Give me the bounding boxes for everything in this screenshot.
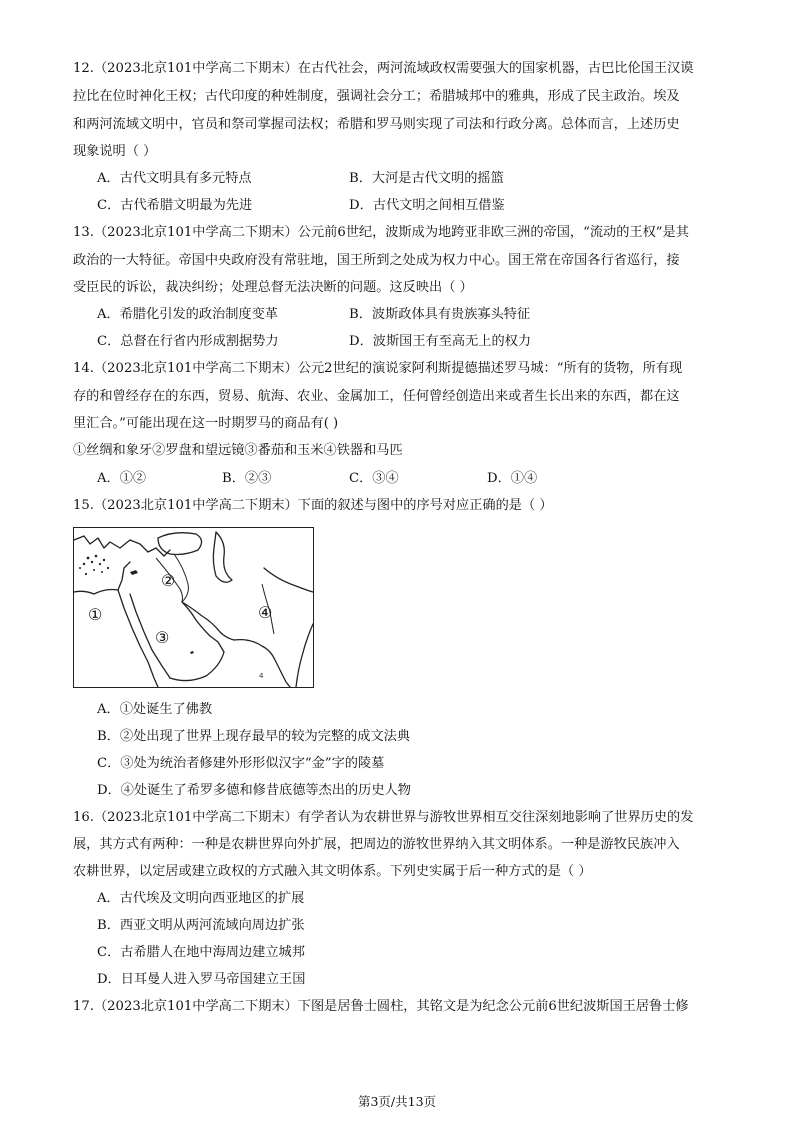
q13-line-3: 受臣民的诉讼，裁决纠纷；处理总督无法决断的问题。这反映出（ ） (73, 280, 473, 295)
q14-statements: ①丝绸和象牙②罗盘和望远镜③番茄和玉米④铁器和马匹 (73, 443, 403, 458)
map-label-4: ④ (258, 603, 273, 622)
q15-option-b: B．②处出现了世界上现存最早的较为完整的成文法典 (97, 729, 411, 744)
q16-line-2: 展，其方式有两种：一种是农耕世界向外扩展，把周边的游牧世界纳入其文明体系。一种是游牧民族冲入 (73, 837, 680, 852)
q16-option-b: B．西亚文明从两河流域向周边扩张 (97, 918, 305, 933)
q12-line-2: 拉比在位时神化王权；古代印度的种姓制度，强调社会分工；希腊城邦中的雅典，形成了民主政治。埃及 (73, 89, 680, 104)
q16-option-d: D．日耳曼人进入罗马帝国建立王国 (97, 972, 306, 987)
q13-line-2: 政治的一大特征。帝国中央政府没有常驻地，国王所到之处成为权力中心。国王常在帝国各行省巡行，接 (73, 253, 680, 268)
q14-option-d: D．①④ (487, 471, 538, 486)
q13-line-1: 13.（2023北京101中学高二下期末）公元前6世纪，波斯成为地跨亚非欧三洲的帝国，“流动的王权”是其 (73, 225, 689, 240)
q12-line-3: 和两河流域文明中，官员和祭司掌握司法权；希腊和罗马则实现了司法和行政分离。总体而言，上述历史 (73, 117, 680, 132)
q13-option-b: B．波斯政体具有贵族寡头特征 (349, 307, 531, 322)
q16-option-a: A．古代埃及文明向西亚地区的扩展 (97, 891, 305, 906)
q14-option-b: B．②③ (222, 471, 272, 486)
q12-option-c: C．古代希腊文明最为先进 (97, 198, 253, 213)
page-footer: 第3页/共13页 (357, 1094, 437, 1109)
map-corner-number: 4 (259, 672, 264, 680)
q16-line-1: 16.（2023北京101中学高二下期末）有学者认为农耕世界与游牧世界相互交往深刻地影响了世界历史的发 (73, 810, 694, 825)
map-label-2: ② (161, 571, 176, 590)
q12-option-b: B．大河是古代文明的摇篮 (349, 171, 504, 186)
q12-line-1: 12.（2023北京101中学高二下期末）在古代社会，两河流域政权需要强大的国家机器，古巴比伦国王汉谟 (73, 61, 694, 76)
q17-line-1: 17.（2023北京101中学高二下期末）下图是居鲁士圆柱，其铭文是为纪念公元前6世纪波斯国王居鲁士修 (73, 999, 689, 1014)
q14-line-3: 里汇合。”可能出现在这一时期罗马的商品有( ) (73, 416, 339, 431)
q12-option-d: D．古代文明之间相互借鉴 (349, 198, 505, 213)
q16-line-3: 农耕世界，以定居或建立政权的方式融入其文明体系。下列史实属于后一种方式的是（ ） (73, 864, 592, 879)
q13-option-a: A．希腊化引发的政治制度变革 (97, 307, 278, 322)
q12-line-4: 现象说明（ ） (73, 144, 157, 159)
q14-line-2: 存的和曾经存在的东西，贸易、航海、农业、金属加工，任何曾经创造出来或者生长出来的东西，都在这 (73, 389, 680, 404)
q14-option-a: A．①② (97, 471, 147, 486)
q14-option-c: C．③④ (349, 471, 399, 486)
q16-option-c: C．古希腊人在地中海周边建立城邦 (97, 945, 305, 960)
q15-option-a: A．①处诞生了佛教 (97, 702, 213, 717)
q15-option-d: D．④处诞生了希罗多德和修昔底德等杰出的历史人物 (97, 783, 411, 798)
q15-option-c: C．③处为统治者修建外形形似汉字“金”字的陵墓 (97, 756, 385, 771)
q15-line-1: 15.（2023北京101中学高二下期末）下面的叙述与图中的序号对应正确的是（ ） (73, 498, 553, 513)
q14-line-1: 14.（2023北京101中学高二下期末）公元2世纪的演说家阿利斯提德描述罗马城：“所有的货物，所有现 (73, 361, 683, 376)
map-label-1: ① (88, 605, 103, 624)
q13-option-c: C．总督在行省内形成割据势力 (97, 334, 279, 349)
map-label-3: ③ (155, 628, 170, 647)
q13-option-d: D．波斯国王有至高无上的权力 (349, 334, 532, 349)
q12-option-a: A．古代文明具有多元特点 (97, 171, 252, 186)
ancient-civilizations-map (73, 527, 314, 688)
